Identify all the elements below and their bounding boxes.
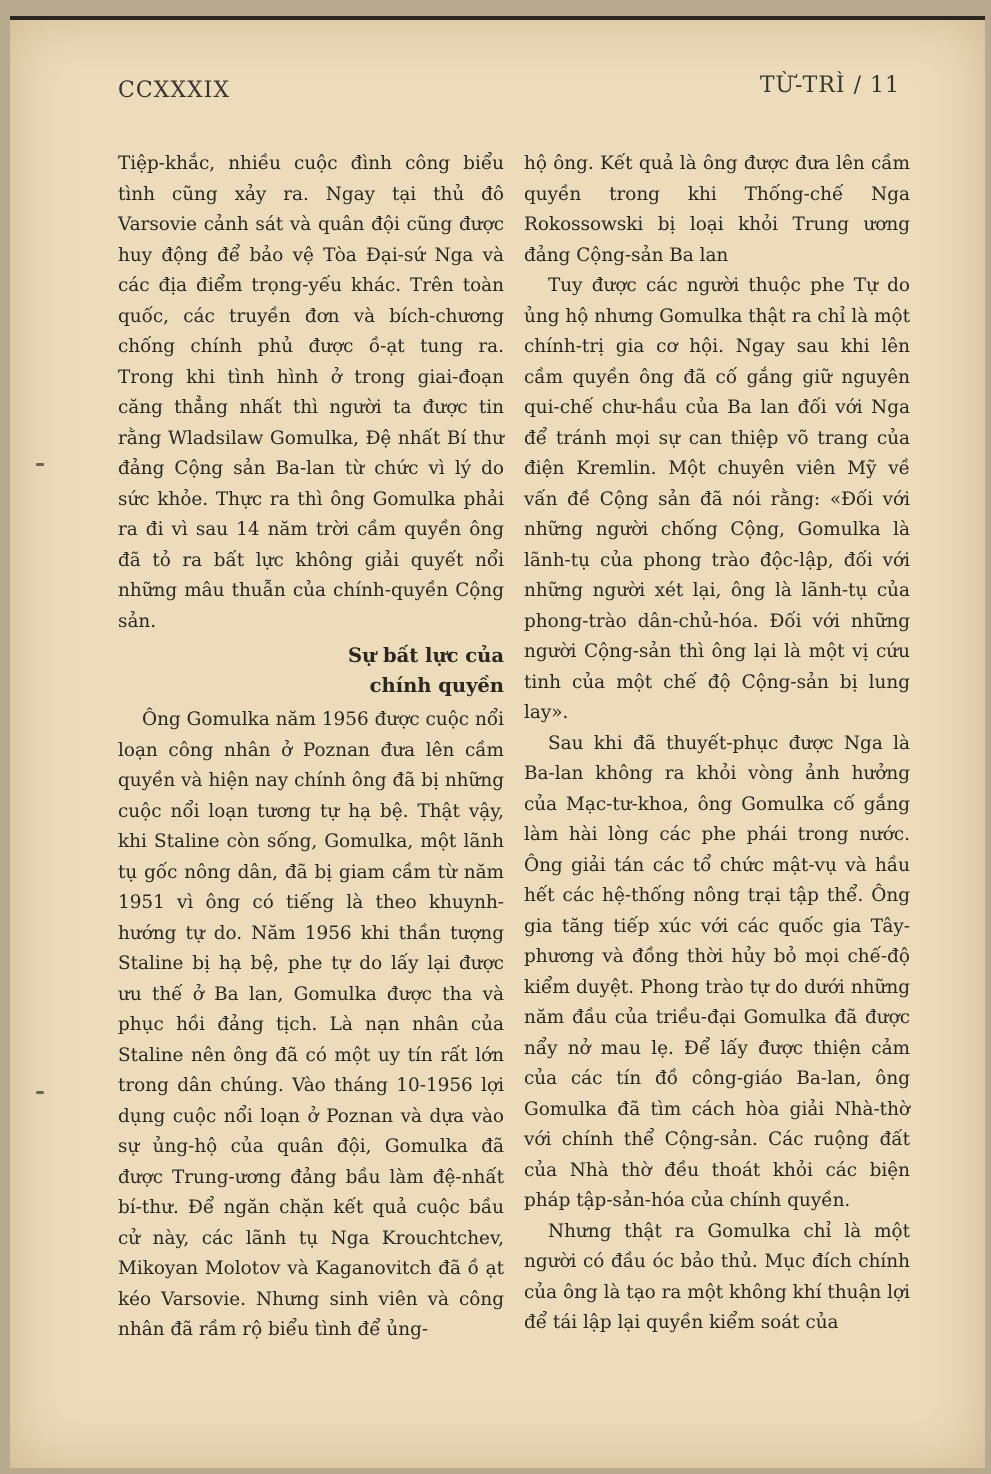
document-page xyxy=(10,16,985,1468)
right-column xyxy=(524,149,910,1339)
journal-title-page-number: TỪ-TRÌ / 11 xyxy=(759,73,900,98)
page-section-number: CCXXXIX xyxy=(118,78,231,103)
section-heading xyxy=(118,641,504,701)
section-heading-line: Sự bất lực của xyxy=(347,644,504,667)
binding-hole-mark xyxy=(36,1091,44,1094)
binding-hole-mark xyxy=(36,463,44,466)
paragraph: Sau khi đã thuyết-phục được Nga là Ba-lan không ra khỏi vòng ảnh hưởng của Mạc-tư-khoa, ông Gomulka cố gắng làm hài lòng các phe phái trong nước. Ông giải tán các tổ chức mật-vụ và hầu hết các hệ-thống nông trại tập thể. Ông gia tăng tiếp xúc với các quốc gia Tây-phương và đồng thời hủy bỏ mọi chế-độ kiểm duyệt. Phong trào tự do dưới những năm đầu của triều-đại Gomulka đã được nẩy nở mau lẹ. Để lấy được thiện cảm của các tín đồ công-giáo Ba-lan, ông Gomulka đã tìm cách hòa giải Nhà-thờ với chính thể Cộng-sản. Các ruộng đất của Nhà thờ đều thoát khỏi các biện pháp tập-sản-hóa của chính quyền. xyxy=(524,732,910,1211)
top-border xyxy=(10,16,985,20)
paragraph: Ông Gomulka năm 1956 được cuộc nổi loạn công nhân ở Poznan đưa lên cầm quyền và hiện nay chính ông đã bị những cuộc nổi loạn tương tự hạ bệ. Thật vậy, khi Staline còn sống, Gomulka, một lãnh tụ gốc nông dân, đã bị giam cầm từ năm 1951 vì ông có tiếng là theo khuynh-hướng tự do. Năm 1956 khi thần tượng Staline bị hạ bệ, phe tự do lấy lại được ưu thế ở Ba lan, Gomulka được tha và phục hồi đảng tịch. Là nạn nhân của Staline nên ông đã có một uy tín rất lớn trong dân chúng. Vào tháng 10-1956 lợi dụng cuộc nổi loạn ở Poznan và dựa vào sự ủng-hộ của quân đội, Gomulka đã được Trung-ương đảng bầu làm đệ-nhất bí-thư. Để ngăn chặn kết quả cuộc bầu cử này, các lãnh tụ Nga Krouchtchev, Mikoyan Molotov và Kaganovitch đã ồ ạt kéo Varsovie. Nhưng sinh viên và công nhân đã rầm rộ biểu tình để ủng- xyxy=(118,709,504,1340)
section-heading-line: chính quyền xyxy=(369,674,504,697)
paragraph: Nhưng thật ra Gomulka chỉ là một người có đầu óc bảo thủ. Mục đích chính của ông là tạo ra một không khí thuận lợi để tái lập lại quyền kiểm soát của xyxy=(524,1220,910,1333)
left-column xyxy=(118,149,504,1346)
paragraph: Tuy được các người thuộc phe Tự do ủng hộ nhưng Gomulka thật ra chỉ là một chính-trị gia cơ hội. Ngay sau khi lên cầm quyền ông đã cố gắng giữ nguyên qui-chế chư-hầu của Ba lan đối với Nga để tránh mọi sự can thiệp võ trang của điện Kremlin. Một chuyên viên Mỹ về vấn đề Cộng sản đã nói rằng: «Đối với những người chống Cộng, Gomulka là lãnh-tụ của phong trào độc-lập, đối với những người xét lại, ông là lãnh-tụ của phong-trào dân-chủ-hóa. Đối với những người Cộng-sản thì ông lại là một vị cứu tinh của một chế độ Cộng-sản bị lung lay». xyxy=(524,275,910,723)
paragraph: hộ ông. Kết quả là ông được đưa lên cầm quyền trong khi Thống-chế Nga Rokossowski bị loại khỏi Trung ương đảng Cộng-sản Ba lan xyxy=(524,153,910,266)
paragraph: Tiệp-khắc, nhiều cuộc đình công biểu tình cũng xảy ra. Ngay tại thủ đô Varsovie cảnh sát và quân đội cũng được huy động để bảo vệ Tòa Đại-sứ Nga và các địa điểm trọng-yếu khác. Trên toàn quốc, các truyền đơn và bích-chương chống chính phủ được ồ-ạt tung ra. Trong khi tình hình ở trong giai-đoạn căng thẳng nhất thì người ta được tin rằng Wladsilaw Gomulka, Đệ nhất Bí thư đảng Cộng sản Ba-lan từ chức vì lý do sức khỏe. Thực ra thì ông Gomulka phải ra đi vì sau 14 năm trời cầm quyền ông đã tỏ ra bất lực không giải quyết nổi những mâu thuẫn của chính-quyền Cộng sản. xyxy=(118,153,504,632)
